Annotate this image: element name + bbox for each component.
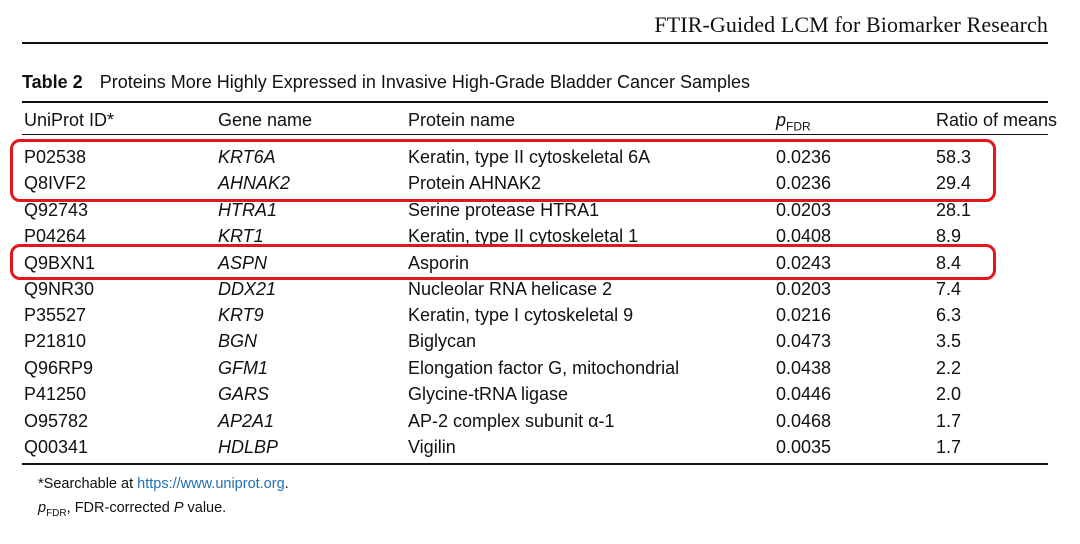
table-row bbox=[0, 197, 1080, 223]
cell-protein-name: Keratin, type I cytoskeletal 9 bbox=[408, 305, 634, 325]
cell-ratio: 29.4 bbox=[936, 173, 972, 193]
header-rule-bottom bbox=[22, 134, 1048, 135]
header-ratio-of-means: Ratio of means bbox=[936, 110, 1058, 130]
cell-ratio: 2.2 bbox=[936, 358, 962, 378]
cell-gene-name: ASPN bbox=[218, 253, 268, 273]
cell-protein-name: Protein AHNAK2 bbox=[408, 173, 542, 193]
cell-uniprot-id: P21810 bbox=[24, 331, 87, 351]
cell-protein-name: Biglycan bbox=[408, 331, 477, 351]
table-row bbox=[0, 223, 1080, 249]
cell-ratio: 2.0 bbox=[936, 384, 962, 404]
header-gene-name: Gene name bbox=[218, 110, 313, 130]
cell-uniprot-id: Q9BXN1 bbox=[24, 253, 96, 273]
header-protein-name: Protein name bbox=[408, 110, 516, 130]
footnote-pfdr-symbol: $p_{FDR}$ bbox=[38, 500, 67, 519]
cell-ratio: 7.4 bbox=[936, 279, 962, 299]
table-title: Proteins More Highly Expressed in Invasive High-Grade Bladder Cancer Samples bbox=[99, 72, 751, 92]
cell-uniprot-id: P41250 bbox=[24, 384, 87, 404]
cell-protein-name: Vigilin bbox=[408, 437, 456, 457]
cell-ratio: 1.7 bbox=[936, 411, 962, 431]
header-uniprot-id: UniProt ID* bbox=[24, 110, 115, 130]
cell-gene-name: GFM1 bbox=[218, 358, 269, 378]
footnote-P: P bbox=[173, 500, 184, 516]
cell-ratio: 1.7 bbox=[936, 437, 962, 457]
cell-gene-name: BGN bbox=[218, 331, 258, 351]
cell-gene-name: HDLBP bbox=[218, 437, 279, 457]
table-row bbox=[0, 355, 1080, 381]
cell-p-fdr: 0.0236 bbox=[776, 173, 832, 193]
cell-ratio: 8.4 bbox=[936, 253, 962, 273]
cell-gene-name: HTRA1 bbox=[218, 200, 278, 220]
cell-uniprot-id: Q8IVF2 bbox=[24, 173, 87, 193]
cell-p-fdr: 0.0408 bbox=[776, 226, 832, 246]
cell-protein-name: Keratin, type II cytoskeletal 6A bbox=[408, 147, 651, 167]
running-head: FTIR-Guided LCM for Biomarker Research bbox=[654, 12, 1048, 37]
cell-uniprot-id: Q92743 bbox=[24, 200, 89, 220]
header-p-fdr: $p_{FDR}$ bbox=[776, 110, 811, 134]
cell-p-fdr: 0.0468 bbox=[776, 411, 832, 431]
footnote-searchable bbox=[38, 476, 289, 492]
cell-protein-name: Keratin, type II cytoskeletal 1 bbox=[408, 226, 639, 246]
footnote-pfdr bbox=[38, 500, 226, 519]
footnote-pfdr-text: , FDR-corrected bbox=[66, 500, 174, 516]
table-row bbox=[0, 250, 1080, 276]
table-label: Table 2 bbox=[22, 72, 83, 92]
cell-p-fdr: 0.0438 bbox=[776, 358, 832, 378]
cell-p-fdr: 0.0216 bbox=[776, 305, 832, 325]
table-row bbox=[0, 408, 1080, 434]
cell-gene-name: KRT1 bbox=[218, 226, 264, 246]
table-row bbox=[0, 276, 1080, 302]
cell-p-fdr: 0.0446 bbox=[776, 384, 832, 404]
table-row bbox=[0, 328, 1080, 354]
table-row bbox=[0, 302, 1080, 328]
cell-p-fdr: 0.0236 bbox=[776, 147, 832, 167]
table-row bbox=[0, 170, 1080, 196]
table-row bbox=[0, 144, 1080, 170]
uniprot-link[interactable]: https://www.uniprot.org bbox=[137, 476, 285, 492]
cell-protein-name: AP-2 complex subunit α-1 bbox=[408, 411, 615, 431]
cell-gene-name: GARS bbox=[218, 384, 270, 404]
cell-p-fdr: 0.0035 bbox=[776, 437, 832, 457]
table-row bbox=[0, 434, 1080, 460]
cell-p-fdr: 0.0203 bbox=[776, 279, 832, 299]
cell-uniprot-id: P35527 bbox=[24, 305, 87, 325]
footnote-period: . bbox=[284, 476, 289, 492]
cell-ratio: 8.9 bbox=[936, 226, 962, 246]
cell-gene-name: AHNAK2 bbox=[218, 173, 291, 193]
cell-uniprot-id: Q9NR30 bbox=[24, 279, 95, 299]
cell-protein-name: Asporin bbox=[408, 253, 470, 273]
cell-uniprot-id: Q00341 bbox=[24, 437, 89, 457]
table-bottom-rule bbox=[22, 463, 1048, 465]
table-top-rule bbox=[22, 101, 1048, 103]
cell-p-fdr: 0.0203 bbox=[776, 200, 832, 220]
cell-ratio: 6.3 bbox=[936, 305, 962, 325]
cell-gene-name: DDX21 bbox=[218, 279, 277, 299]
footnote-searchable-text: *Searchable at bbox=[38, 476, 138, 492]
cell-uniprot-id: O95782 bbox=[24, 411, 89, 431]
cell-ratio: 3.5 bbox=[936, 331, 962, 351]
table-caption bbox=[22, 72, 750, 93]
header-rule bbox=[22, 42, 1048, 44]
table-row bbox=[0, 381, 1080, 407]
cell-gene-name: KRT9 bbox=[218, 305, 264, 325]
cell-protein-name: Elongation factor G, mitochondrial bbox=[408, 358, 680, 378]
cell-uniprot-id: P02538 bbox=[24, 147, 87, 167]
cell-ratio: 28.1 bbox=[936, 200, 972, 220]
cell-gene-name: AP2A1 bbox=[218, 411, 275, 431]
cell-protein-name: Serine protease HTRA1 bbox=[408, 200, 600, 220]
cell-p-fdr: 0.0473 bbox=[776, 331, 832, 351]
cell-gene-name: KRT6A bbox=[218, 147, 276, 167]
cell-uniprot-id: Q96RP9 bbox=[24, 358, 94, 378]
cell-ratio: 58.3 bbox=[936, 147, 972, 167]
cell-p-fdr: 0.0243 bbox=[776, 253, 832, 273]
footnote-pfdr-end: value. bbox=[183, 500, 227, 516]
cell-uniprot-id: P04264 bbox=[24, 226, 87, 246]
cell-protein-name: Glycine-tRNA ligase bbox=[408, 384, 569, 404]
cell-protein-name: Nucleolar RNA helicase 2 bbox=[408, 279, 613, 299]
